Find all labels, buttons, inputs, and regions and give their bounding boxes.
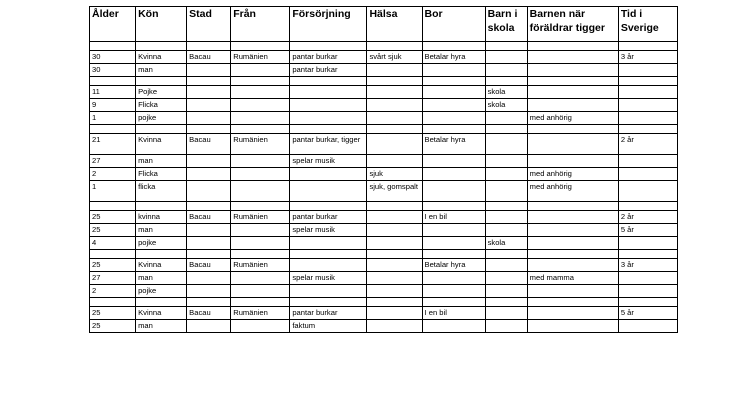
cell-housing <box>422 125 485 134</box>
cell-time-in-sweden: 2 år <box>618 211 677 224</box>
cell-health: sjuk, gomspalt <box>367 181 422 202</box>
cell-housing <box>422 250 485 259</box>
cell-city <box>187 181 231 202</box>
cell-income <box>290 181 367 202</box>
cell-time-in-sweden <box>618 168 677 181</box>
data-table <box>89 6 678 333</box>
cell-time-in-sweden: 3 år <box>618 259 677 272</box>
column-header-school: Barn i skola <box>485 7 527 42</box>
cell-children-care <box>527 42 618 51</box>
table-row <box>90 64 678 77</box>
cell-time-in-sweden <box>618 202 677 211</box>
cell-origin: Rumänien <box>231 307 290 320</box>
cell-health <box>367 99 422 112</box>
cell-gender: Kvinna <box>136 307 187 320</box>
cell-housing <box>422 298 485 307</box>
cell-school <box>485 181 527 202</box>
table-row <box>90 320 678 333</box>
cell-children-care <box>527 211 618 224</box>
cell-children-care <box>527 224 618 237</box>
table-row <box>90 134 678 155</box>
cell-school <box>485 224 527 237</box>
cell-health <box>367 125 422 134</box>
cell-health: sjuk <box>367 168 422 181</box>
cell-housing <box>422 202 485 211</box>
cell-origin <box>231 112 290 125</box>
column-header-income: Försörjning <box>290 7 367 42</box>
cell-school <box>485 42 527 51</box>
cell-age <box>90 125 136 134</box>
table-row <box>90 285 678 298</box>
cell-children-care <box>527 307 618 320</box>
cell-time-in-sweden <box>618 77 677 86</box>
cell-housing <box>422 77 485 86</box>
cell-origin: Rumänien <box>231 51 290 64</box>
cell-age <box>90 250 136 259</box>
cell-origin <box>231 86 290 99</box>
cell-school <box>485 64 527 77</box>
cell-city <box>187 202 231 211</box>
cell-gender <box>136 42 187 51</box>
cell-origin <box>231 250 290 259</box>
cell-income <box>290 77 367 86</box>
cell-income <box>290 237 367 250</box>
cell-time-in-sweden <box>618 181 677 202</box>
cell-gender <box>136 298 187 307</box>
cell-income: spelar musik <box>290 155 367 168</box>
cell-income: pantar burkar <box>290 51 367 64</box>
cell-school <box>485 250 527 259</box>
cell-income: spelar musik <box>290 272 367 285</box>
cell-origin <box>231 181 290 202</box>
cell-age: 25 <box>90 320 136 333</box>
cell-housing <box>422 168 485 181</box>
cell-origin <box>231 237 290 250</box>
cell-gender: pojke <box>136 112 187 125</box>
cell-age: 30 <box>90 64 136 77</box>
cell-time-in-sweden <box>618 64 677 77</box>
cell-gender: Kvinna <box>136 259 187 272</box>
cell-age <box>90 202 136 211</box>
cell-gender <box>136 77 187 86</box>
cell-school <box>485 202 527 211</box>
cell-health <box>367 134 422 155</box>
cell-health <box>367 320 422 333</box>
table-row <box>90 112 678 125</box>
cell-time-in-sweden <box>618 125 677 134</box>
cell-health <box>367 259 422 272</box>
cell-health <box>367 155 422 168</box>
cell-income: pantar burkar <box>290 307 367 320</box>
cell-housing: I en bil <box>422 307 485 320</box>
cell-children-care <box>527 64 618 77</box>
table-row <box>90 237 678 250</box>
cell-city: Bacau <box>187 211 231 224</box>
column-header-children-care: Barnen när föräldrar tigger <box>527 7 618 42</box>
cell-children-care <box>527 237 618 250</box>
cell-origin <box>231 125 290 134</box>
cell-health <box>367 202 422 211</box>
cell-housing: Betalar hyra <box>422 259 485 272</box>
cell-housing <box>422 272 485 285</box>
cell-housing <box>422 155 485 168</box>
column-header-time-in-sweden: Tid i Sverige <box>618 7 677 42</box>
cell-health <box>367 86 422 99</box>
table-row <box>90 51 678 64</box>
cell-housing <box>422 42 485 51</box>
cell-school <box>485 112 527 125</box>
cell-gender: pojke <box>136 285 187 298</box>
cell-time-in-sweden: 5 år <box>618 224 677 237</box>
cell-age: 27 <box>90 272 136 285</box>
cell-income: faktum <box>290 320 367 333</box>
cell-housing <box>422 99 485 112</box>
cell-children-care <box>527 298 618 307</box>
cell-age <box>90 298 136 307</box>
cell-time-in-sweden <box>618 112 677 125</box>
cell-housing <box>422 320 485 333</box>
cell-gender: Kvinna <box>136 51 187 64</box>
cell-age: 11 <box>90 86 136 99</box>
cell-gender <box>136 202 187 211</box>
cell-time-in-sweden <box>618 86 677 99</box>
cell-housing <box>422 224 485 237</box>
cell-gender: man <box>136 224 187 237</box>
cell-school <box>485 77 527 86</box>
cell-time-in-sweden <box>618 42 677 51</box>
cell-housing: I en bil <box>422 211 485 224</box>
column-header-housing: Bor <box>422 7 485 42</box>
cell-income <box>290 42 367 51</box>
cell-origin: Rumänien <box>231 259 290 272</box>
cell-children-care <box>527 250 618 259</box>
cell-income <box>290 250 367 259</box>
cell-health <box>367 64 422 77</box>
cell-origin <box>231 155 290 168</box>
cell-health <box>367 307 422 320</box>
cell-school <box>485 125 527 134</box>
cell-age: 2 <box>90 168 136 181</box>
cell-city <box>187 237 231 250</box>
cell-age: 30 <box>90 51 136 64</box>
cell-gender: Flicka <box>136 168 187 181</box>
cell-gender: flicka <box>136 181 187 202</box>
cell-health <box>367 77 422 86</box>
cell-children-care <box>527 285 618 298</box>
cell-children-care <box>527 134 618 155</box>
cell-health <box>367 42 422 51</box>
column-header-origin: Från <box>231 7 290 42</box>
cell-time-in-sweden <box>618 250 677 259</box>
table-row <box>90 168 678 181</box>
table-row <box>90 211 678 224</box>
cell-health <box>367 112 422 125</box>
cell-gender <box>136 250 187 259</box>
cell-age: 25 <box>90 211 136 224</box>
cell-city <box>187 272 231 285</box>
cell-income <box>290 112 367 125</box>
cell-children-care <box>527 86 618 99</box>
cell-housing <box>422 237 485 250</box>
cell-health: svårt sjuk <box>367 51 422 64</box>
table-row <box>90 181 678 202</box>
table-row <box>90 307 678 320</box>
cell-health <box>367 211 422 224</box>
cell-income: pantar burkar, tigger <box>290 134 367 155</box>
cell-health <box>367 224 422 237</box>
cell-age: 27 <box>90 155 136 168</box>
cell-gender <box>136 125 187 134</box>
table-row <box>90 77 678 86</box>
cell-city <box>187 42 231 51</box>
cell-time-in-sweden <box>618 237 677 250</box>
cell-children-care <box>527 320 618 333</box>
cell-school <box>485 298 527 307</box>
cell-gender: Flicka <box>136 99 187 112</box>
cell-time-in-sweden <box>618 155 677 168</box>
cell-children-care: med mamma <box>527 272 618 285</box>
cell-city <box>187 250 231 259</box>
cell-housing: Betalar hyra <box>422 134 485 155</box>
cell-income <box>290 86 367 99</box>
cell-housing <box>422 86 485 99</box>
cell-school <box>485 307 527 320</box>
cell-income: pantar burkar <box>290 64 367 77</box>
cell-school: skola <box>485 237 527 250</box>
cell-city: Bacau <box>187 51 231 64</box>
cell-children-care: med anhörig <box>527 168 618 181</box>
column-header-age: Ålder <box>90 7 136 42</box>
cell-gender: kvinna <box>136 211 187 224</box>
header-row <box>90 7 678 42</box>
cell-origin <box>231 202 290 211</box>
cell-school <box>485 320 527 333</box>
cell-city <box>187 86 231 99</box>
cell-origin <box>231 224 290 237</box>
cell-school <box>485 134 527 155</box>
cell-gender: man <box>136 64 187 77</box>
cell-city <box>187 77 231 86</box>
cell-health <box>367 285 422 298</box>
cell-city <box>187 285 231 298</box>
cell-origin: Rumänien <box>231 211 290 224</box>
cell-city <box>187 99 231 112</box>
cell-housing <box>422 112 485 125</box>
cell-school <box>485 155 527 168</box>
cell-city <box>187 320 231 333</box>
cell-housing: Betalar hyra <box>422 51 485 64</box>
cell-origin <box>231 77 290 86</box>
cell-income <box>290 298 367 307</box>
cell-housing <box>422 181 485 202</box>
cell-income <box>290 285 367 298</box>
table-row <box>90 224 678 237</box>
cell-city <box>187 168 231 181</box>
table-row <box>90 202 678 211</box>
cell-age: 25 <box>90 307 136 320</box>
cell-children-care <box>527 51 618 64</box>
cell-income: pantar burkar <box>290 211 367 224</box>
cell-origin <box>231 285 290 298</box>
cell-children-care: med anhörig <box>527 112 618 125</box>
cell-housing <box>422 285 485 298</box>
cell-school <box>485 259 527 272</box>
table-row <box>90 259 678 272</box>
cell-school <box>485 51 527 64</box>
cell-school <box>485 168 527 181</box>
cell-time-in-sweden: 3 år <box>618 51 677 64</box>
cell-health <box>367 272 422 285</box>
cell-origin <box>231 320 290 333</box>
table-row <box>90 272 678 285</box>
cell-gender: Kvinna <box>136 134 187 155</box>
cell-city: Bacau <box>187 259 231 272</box>
cell-housing <box>422 64 485 77</box>
cell-origin <box>231 99 290 112</box>
cell-age <box>90 42 136 51</box>
table-body <box>90 42 678 333</box>
cell-gender: pojke <box>136 237 187 250</box>
cell-income <box>290 202 367 211</box>
cell-age: 9 <box>90 99 136 112</box>
cell-gender: Pojke <box>136 86 187 99</box>
cell-school: skola <box>485 99 527 112</box>
cell-time-in-sweden <box>618 285 677 298</box>
cell-children-care <box>527 125 618 134</box>
cell-income <box>290 125 367 134</box>
cell-age: 25 <box>90 259 136 272</box>
cell-income <box>290 99 367 112</box>
column-header-city: Stad <box>187 7 231 42</box>
cell-origin <box>231 298 290 307</box>
cell-age <box>90 77 136 86</box>
cell-city: Bacau <box>187 307 231 320</box>
cell-income: spelar musik <box>290 224 367 237</box>
cell-age: 4 <box>90 237 136 250</box>
cell-children-care <box>527 202 618 211</box>
cell-children-care <box>527 99 618 112</box>
cell-income <box>290 259 367 272</box>
cell-school: skola <box>485 86 527 99</box>
cell-origin <box>231 42 290 51</box>
cell-time-in-sweden: 5 år <box>618 307 677 320</box>
cell-health <box>367 298 422 307</box>
cell-age: 25 <box>90 224 136 237</box>
cell-origin <box>231 64 290 77</box>
cell-school <box>485 211 527 224</box>
cell-gender: man <box>136 272 187 285</box>
table-header <box>90 7 678 42</box>
table-row <box>90 99 678 112</box>
cell-time-in-sweden <box>618 272 677 285</box>
cell-age: 1 <box>90 181 136 202</box>
table-row <box>90 86 678 99</box>
cell-city <box>187 64 231 77</box>
cell-age: 1 <box>90 112 136 125</box>
cell-children-care <box>527 77 618 86</box>
cell-health <box>367 250 422 259</box>
cell-gender: man <box>136 155 187 168</box>
cell-children-care <box>527 155 618 168</box>
cell-age: 2 <box>90 285 136 298</box>
cell-school <box>485 285 527 298</box>
cell-time-in-sweden <box>618 99 677 112</box>
cell-city <box>187 224 231 237</box>
column-header-health: Hälsa <box>367 7 422 42</box>
cell-city <box>187 125 231 134</box>
cell-origin: Rumänien <box>231 134 290 155</box>
column-header-gender: Kön <box>136 7 187 42</box>
cell-income <box>290 168 367 181</box>
cell-time-in-sweden <box>618 298 677 307</box>
table-row <box>90 250 678 259</box>
cell-city: Bacau <box>187 134 231 155</box>
cell-city <box>187 112 231 125</box>
cell-city <box>187 155 231 168</box>
cell-time-in-sweden <box>618 320 677 333</box>
cell-school <box>485 272 527 285</box>
cell-origin <box>231 272 290 285</box>
cell-children-care: med anhörig <box>527 181 618 202</box>
cell-health <box>367 237 422 250</box>
table-row <box>90 42 678 51</box>
cell-city <box>187 298 231 307</box>
cell-children-care <box>527 259 618 272</box>
table-row <box>90 125 678 134</box>
cell-age: 21 <box>90 134 136 155</box>
table-row <box>90 298 678 307</box>
table-row <box>90 155 678 168</box>
cell-origin <box>231 168 290 181</box>
cell-time-in-sweden: 2 år <box>618 134 677 155</box>
cell-gender: man <box>136 320 187 333</box>
